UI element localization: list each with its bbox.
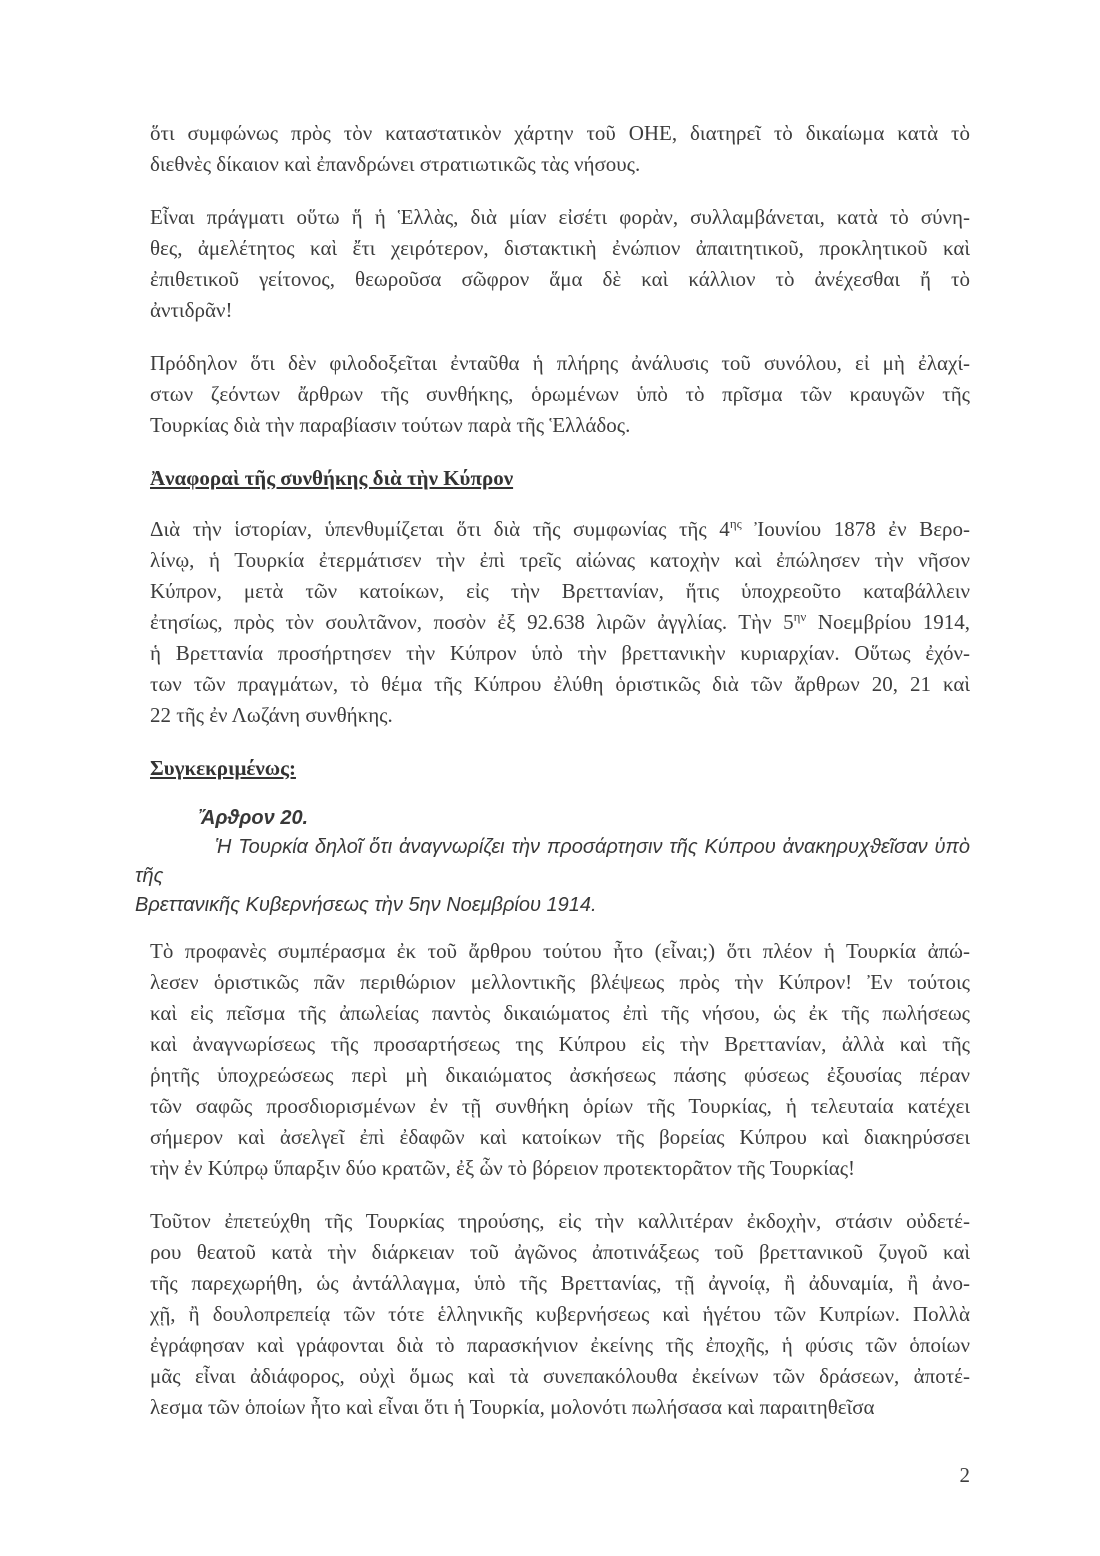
text-line: λεσεν ὁριστικῶς πᾶν περιθώριον μελλοντικῆς βλέψεως πρὸς τὴν Κύπρον! Ἐν τούτοις: [150, 970, 970, 994]
text-line: διεθνὲς δίκαιον καὶ ἐπανδρώνει στρατιωτικῶς τὰς νήσους.: [150, 152, 641, 176]
paragraph-body: [150, 348, 970, 441]
text-line: Εἶναι πράγματι οὕτω ἥ ἡ Ἑλλὰς, διὰ μίαν εἰσέτι φορὰν, συλλαμβάνεται, κατὰ τὸ σύνη-: [150, 205, 970, 229]
text-line: ἀντιδρᾶν!: [150, 298, 233, 322]
text-line: ὅτι συμφώνως πρὸς τὸν καταστατικὸν χάρτην τοῦ ΟΗΕ, διατηρεῖ τὸ δικαίωμα κατὰ τὸ: [150, 121, 970, 145]
text-line: τὴν ἐν Κύπρῳ ὕπαρξιν δύο κρατῶν, ἐξ ὧν τὸ βόρειον προτεκτορᾶτον τῆς Τουρκίας!: [150, 1156, 856, 1180]
paragraph-body: [150, 202, 970, 326]
text-line: στων ζεόντων ἄρθρων τῆς συνθήκης, ὁρωμένων ὑπὸ τὸ πρῖσμα τῶν κραυγῶν τῆς: [150, 382, 970, 406]
paragraph-body: [150, 936, 970, 1184]
text-line: ἐτησίως, πρὸς τὸν σουλτᾶνον, ποσὸν ἐξ 92.638 λιρῶν ἀγγλίας. Τὴν $5^{\eta\nu}$ Νοεμβρίου 1914,: [150, 609, 970, 634]
text-line: Τοῦτον ἐπετεύχθη τῆς Τουρκίας τηρούσης, εἰς τὴν καλλιτέραν ἐκδοχὴν, στάσιν οὐδετέ-: [150, 1209, 970, 1233]
text-line: Συγκεκριμένως:: [150, 756, 296, 780]
text-line: θες, ἀμελέτητος καὶ ἔτι χειρότερον, διστακτικὴ ἐνώπιον ἀπαιτητικοῦ, προκλητικοῦ καὶ: [150, 236, 970, 260]
text-line: ρου θεατοῦ κατὰ τὴν διάρκειαν τοῦ ἀγῶνος ἀποτινάξεως τοῦ βρεττανικοῦ ζυγοῦ καὶ: [150, 1240, 970, 1264]
paragraph-body: [150, 514, 970, 731]
text-line: 22 τῆς ἐν Λωζάνη συνθήκης.: [150, 703, 393, 727]
text-line: χῇ, ἢ δουλοπρεπείᾳ τῶν τότε ἑλληνικῆς κυβερνήσεως καὶ ἡγέτου τῶν Κυπρίων. Πολλὰ: [150, 1302, 970, 1326]
text-line: ἡ Βρεττανία προσήρτησεν τὴν Κύπρον ὑπὸ τὴν βρεττανικὴν κυριαρχίαν. Οὕτως ἐχόν-: [150, 641, 970, 665]
page-number: 2: [959, 1463, 970, 1487]
text-line: σήμερον καὶ ἀσελγεῖ ἐπὶ ἐδαφῶν καὶ κατοίκων τῆς βορείας Κύπρου καὶ διακηρύσσει: [150, 1125, 970, 1149]
text-line: λεσμα τῶν ὁποίων ἦτο καὶ εἶναι ὅτι ἡ Τουρκία, μολονότι πωλήσασα καὶ παραιτηθεῖσα: [150, 1395, 875, 1419]
text-line: Ἡ Τουρκία δηλοῖ ὅτι ἀναγνωρίζει τὴν προσάρτησιν τῆς Κύπρου ἀνακηρυχϑεῖσαν ὑπὸ τῆς: [135, 836, 970, 887]
paragraph-body: [150, 118, 970, 180]
text-line: ἐπιθετικοῦ γείτονος, θεωροῦσα σῶφρον ἅμα δὲ καὶ κάλλιον τὸ ἀνέχεσθαι ἤ τὸ: [150, 267, 970, 291]
text-line: Τουρκίας διὰ τὴν παραβίασιν τούτων παρὰ τῆς Ἑλλάδος.: [150, 413, 631, 437]
document-body: [135, 118, 970, 1445]
paragraph-heading: [150, 753, 970, 784]
paragraph-body: [150, 1206, 970, 1423]
text-line: τῶν σαφῶς προσδιορισμένων ἐν τῇ συνθήκη ὁρίων τῆς Τουρκίας, ἡ τελευταία κατέχει: [150, 1094, 970, 1118]
text-line: Ἀναφοραὶ τῆς συνθήκης διὰ τὴν Κύπρον: [150, 466, 514, 490]
text-line: καὶ ἀναγνωρίσεως τῆς προσαρτήσεως της Κύπρου εἰς τὴν Βρεττανίαν, ἀλλὰ καὶ τῆς: [150, 1032, 970, 1056]
text-line: Ἄρϑρον 20.: [198, 807, 309, 829]
text-line: Βρεττανικῆς Κυβερνήσεως τὴν 5ην Νοεμβρίου 1914.: [135, 894, 597, 916]
text-line: λίνῳ, ἡ Τουρκία ἐτερμάτισεν τὴν ἐπὶ τρεῖς αἰώνας κατοχὴν καὶ ἐπώλησεν τὴν νῆσον: [150, 548, 970, 572]
text-line: Διὰ τὴν ἱστορίαν, ὑπενθυμίζεται ὅτι διὰ τῆς συμφωνίας τῆς $4^{\eta\varsigma}$ Ἰουνίου 1878 ἐν Βερο-: [150, 516, 970, 541]
text-line: ῥητῆς ὑποχρεώσεως περὶ μὴ δικαιώματος ἀσκήσεως πάσης φύσεως ἐξουσίας πέραν: [150, 1063, 970, 1087]
paragraph-article: [135, 804, 970, 920]
text-line: Πρόδηλον ὅτι δὲν φιλοδοξεῖται ἐνταῦθα ἡ πλήρης ἀνάλυσις τοῦ συνόλου, εἰ μὴ ἐλαχί-: [150, 351, 970, 375]
paragraph-heading: [150, 463, 970, 494]
text-line: Κύπρον, μετὰ τῶν κατοίκων, εἰς τὴν Βρεττανίαν, ἥτις ὑποχρεοῦτο καταβάλλειν: [150, 579, 970, 603]
text-line: τῆς παρεχωρήθη, ὡς ἀντάλλαγμα, ὑπὸ τῆς Βρεττανίας, τῇ ἀγνοίᾳ, ἢ ἀδυναμία, ἢ ἀνο-: [150, 1271, 970, 1295]
text-line: των τῶν πραγμάτων, τὸ θέμα τῆς Κύπρου ἐλύθη ὁριστικῶς διὰ τῶν ἄρθρων 20, 21 καὶ: [150, 672, 970, 696]
text-line: ἐγράφησαν καὶ γράφονται διὰ τὸ παρασκήνιον ἐκείνης τῆς ἐποχῆς, ἡ φύσις τῶν ὁποίων: [150, 1333, 970, 1357]
text-line: μᾶς εἶναι ἀδιάφορος, οὐχὶ ὅμως καὶ τὰ συνεπακόλουθα ἐκείνων τῶν δράσεων, ἀποτέ-: [150, 1364, 970, 1388]
text-line: Τὸ προφανὲς συμπέρασμα ἐκ τοῦ ἄρθρου τούτου ἦτο (εἶναι;) ὅτι πλέον ἡ Τουρκία ἀπώ-: [150, 939, 970, 963]
text-line: καὶ εἰς πεῖσμα τῆς ἀπωλείας παντὸς δικαιώματος ἐπὶ τῆς νήσου, ὡς ἐκ τῆς πωλήσεως: [150, 1001, 970, 1025]
